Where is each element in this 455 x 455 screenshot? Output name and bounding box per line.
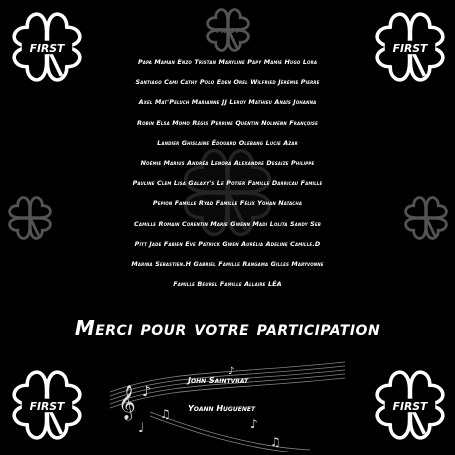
faded-clover-top-center xyxy=(200,2,256,58)
clover-label: FIRST xyxy=(29,399,65,413)
name-line: Pepion Famille Ryad Famille Félix Yohan Natacha xyxy=(152,199,303,208)
treble-clef-icon: 𝄞 xyxy=(118,385,136,420)
clover-logo-bottom-right xyxy=(365,360,455,450)
note-icon: ♫ xyxy=(270,435,281,449)
note-icon: ♪ xyxy=(250,417,258,431)
name-line: Landier Ghislaine Édouard Olebang Lucie Azar xyxy=(157,138,298,147)
note-icon: ♫ xyxy=(160,407,171,421)
name-line: Robin Elsa Momo Régis Perrine Quentin Nolwenn Françoise xyxy=(137,118,318,127)
clover-logo-top-right xyxy=(365,2,455,92)
music-notes-decoration xyxy=(110,352,345,452)
signature-line-2: Yoann Huguenet xyxy=(188,404,256,413)
name-line: Famille Beurel Famille Allaire LÉA xyxy=(173,280,282,289)
signature-line-1: John Saintvrat xyxy=(188,376,249,385)
name-line: Axel Mat'Peluch Marianne JJ Leroy Mathieu Anaïs Johanna xyxy=(138,98,317,107)
clover-logo-top-left xyxy=(2,2,92,92)
clover-label: FIRST xyxy=(216,25,240,35)
faded-clover-right xyxy=(398,190,454,246)
name-line: Marina Sebastien.H Gabriel Famille Rangama Gilles Maryvonne xyxy=(131,260,324,269)
name-line: Camille Romain Corentin Marie Gwenn Madi Lolita Sandy Seb xyxy=(134,219,321,228)
names-list xyxy=(95,52,360,294)
clover-logo-bottom-left xyxy=(2,360,92,450)
name-line: Santiago Cami Cathy Polo Eden Orel Wilfried Jérémie Pierre xyxy=(135,78,320,87)
thanks-heading: Merci pour votre participation xyxy=(74,316,381,340)
name-line: Noémie Marius Andréa Lenora Alexandre Desaize Philippe xyxy=(140,159,315,168)
clover-label: FIRST xyxy=(392,41,428,55)
note-icon: ♪ xyxy=(142,384,151,400)
name-line: Pitt Jade Fabien Eve Patrick Gwen Aurélia Adeline Camille.D xyxy=(134,239,321,248)
faded-clover-left xyxy=(2,190,58,246)
note-icon: ♪ xyxy=(228,366,235,377)
clover-label: FIRST xyxy=(29,41,65,55)
clover-label: FIRST xyxy=(392,399,428,413)
name-line: Pauline Clem Lisa Galaxy's Le Potier Famille Darricau Famille xyxy=(132,179,323,188)
note-icon: ♩ xyxy=(138,421,145,436)
name-line: Papa Maman Enzo Tristan Maryline Papy Mamie Hugo Lora xyxy=(137,58,318,66)
